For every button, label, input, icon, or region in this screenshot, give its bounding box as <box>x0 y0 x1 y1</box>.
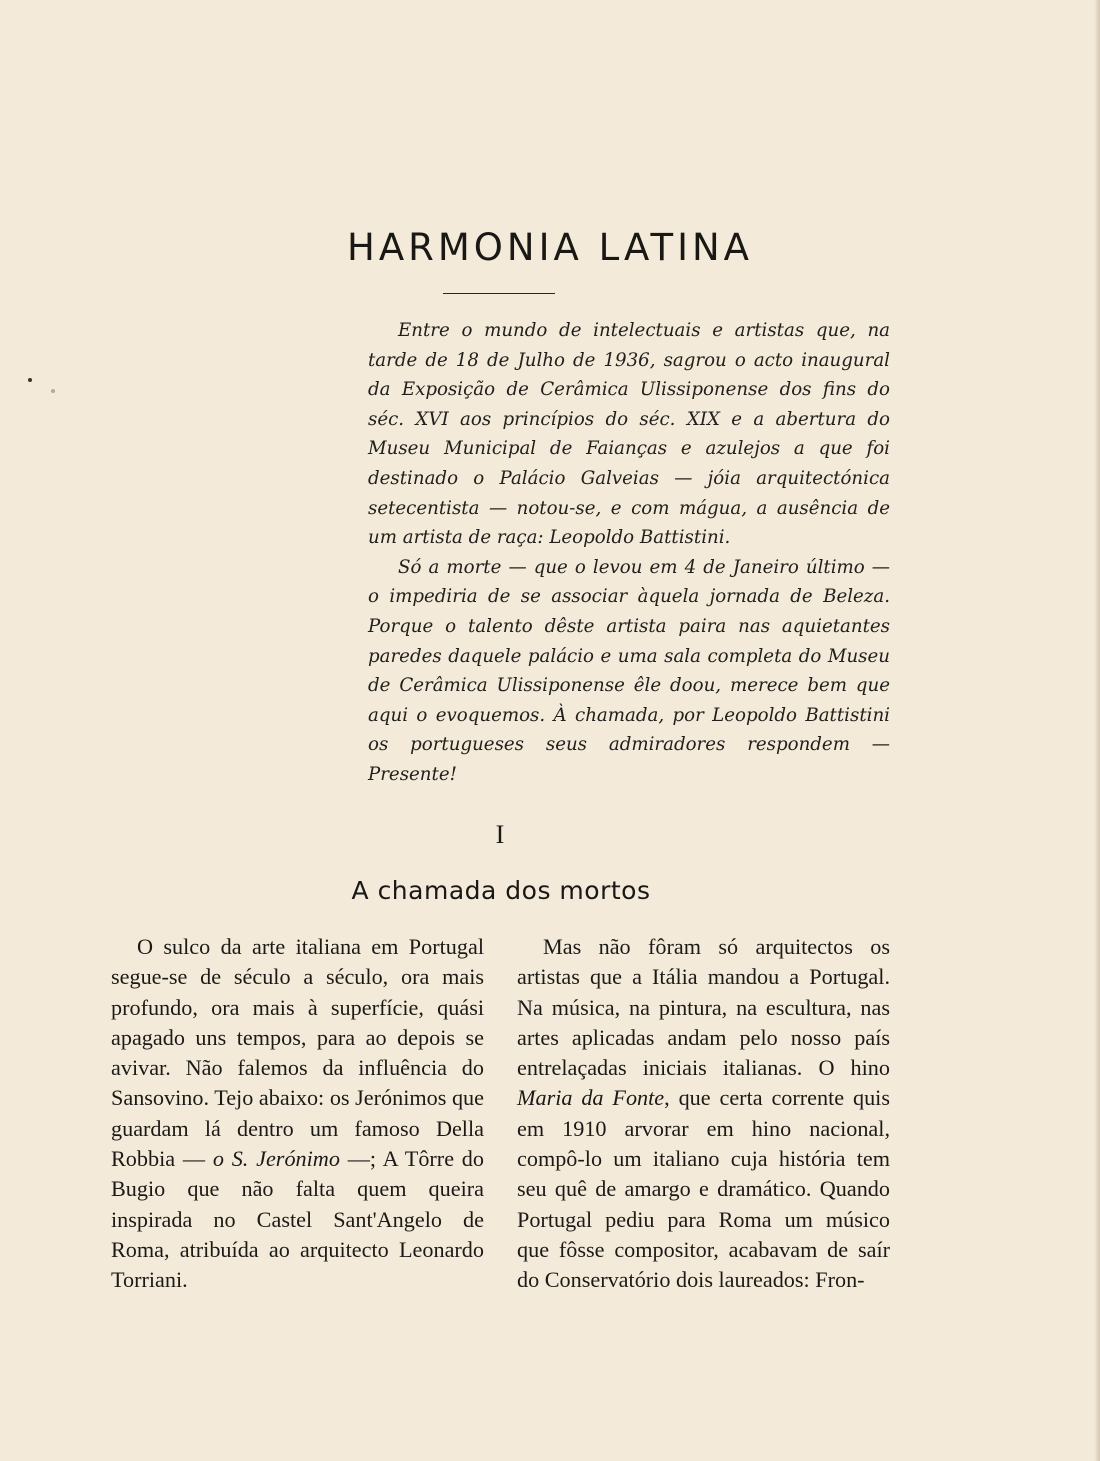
section-heading: A chamada dos mortos <box>351 876 651 905</box>
body-text: Mas não fôram só arquitectos os artistas que a Itália mandou a Portugal. Na música, na pintura, na escultura, nas artes aplicadas andam pelo nosso país entrelaçadas iniciais italianas. O hino <box>517 934 890 1081</box>
body-text: , que certa corrente quis em 1910 arvorar em hino nacional, compô-lo um italiano cuja história tem seu quê de amargo e dramático. Quando Portugal pediu para Roma um músico que fôsse compositor, acabavam de saír do Conservatório dois laureados: Fron- <box>517 1085 890 1293</box>
intro-paragraph: Entre o mundo de intelectuais e artistas que, na tarde de 18 de Julho de 1936, sagrou o acto inaugural da Exposição de Cerâmica Ulissiponense dos fins do séc. XVI aos princípios do séc. XIX e a abertura do Museu Municipal de Faianças e azulejos a que foi destinado o Palácio Galveias — jóia arquitectónica setecentista — notou-se, e com mágua, a ausência de um artista de raça: Leopoldo Battistini. <box>368 320 890 549</box>
body-column-right <box>517 932 890 1296</box>
page-title: HARMONIA LATINA <box>347 226 753 269</box>
body-text: O sulco da arte italiana em Portugal segue-se de século a século, ora mais profundo, ora mais à superfície, quási apagado uns tempos, para ao depois se avivar. Não falemos da influência do Sansovino. Tejo abaixo: os Jerónimos que guardam lá dentro um famoso Della Robbia — <box>111 934 484 1172</box>
body-column-left <box>111 932 484 1296</box>
page-edge-shadow <box>1094 0 1100 1461</box>
artwork-title: o S. Jerónimo <box>212 1146 340 1172</box>
section-numeral: I <box>495 820 505 849</box>
body-paragraph <box>517 932 890 1296</box>
title-divider <box>443 293 555 294</box>
body-paragraph <box>111 932 484 1296</box>
intro-block <box>368 316 890 790</box>
body-text: —; A Tôrre do Bugio que não falta quem queira inspirada no Castel Sant'Angelo de Roma, atribuída ao arquitecto Leonardo Torriani. <box>111 1146 484 1293</box>
intro-paragraph: Só a morte — que o levou em 4 de Janeiro último — o impediria de se associar àquela jornada de Beleza. Porque o talento dêste artista paira nas aquietantes paredes daquele palácio e uma sala completa do Museu de Cerâmica Ulissiponense êle doou, merece bem que aqui o evoquemos. À chamada, por Leopoldo Battistini os portugueses seus admiradores respondem — Presente! <box>368 556 890 785</box>
paper-speck <box>28 378 32 382</box>
paper-speck <box>51 389 55 393</box>
anthem-title: Maria da Fonte <box>517 1085 665 1111</box>
